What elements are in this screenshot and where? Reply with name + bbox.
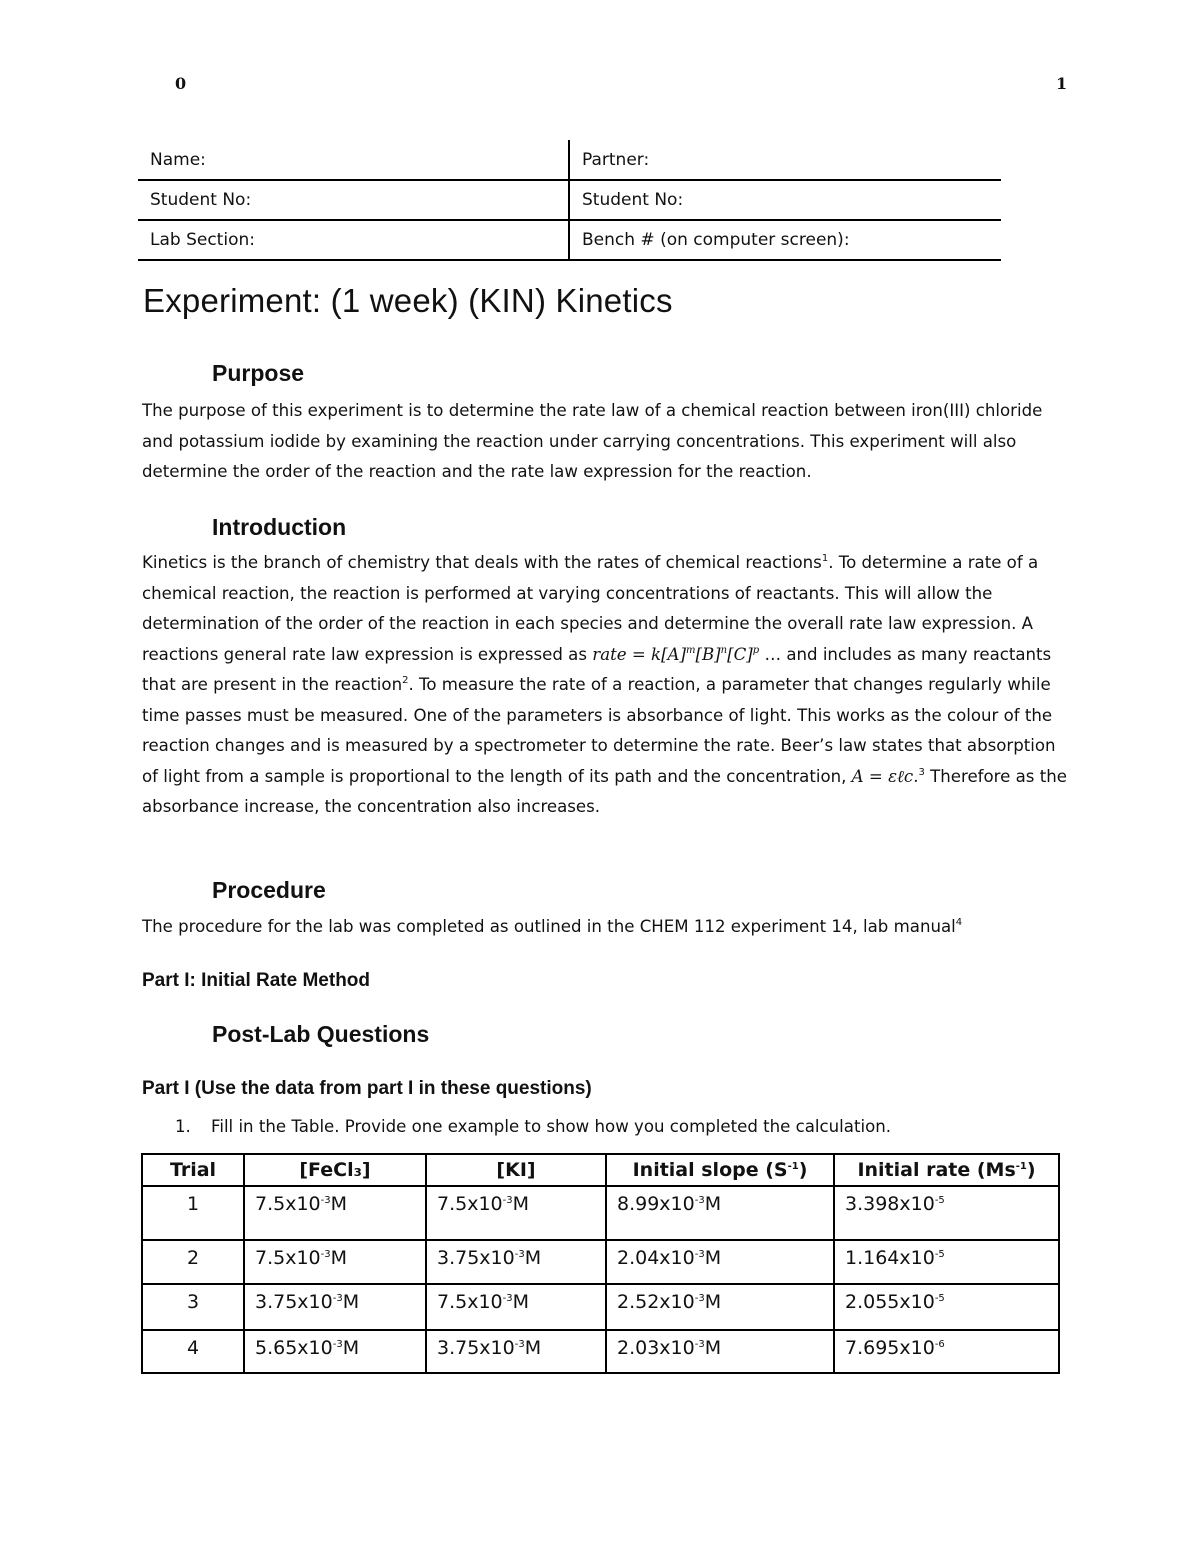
bench-field: Bench # (on computer screen): bbox=[569, 220, 1001, 260]
table-row: 3 $3.75x10^{-3}M$ $7.5x10^{-3}M$ $2.52x10^{-3}M$ $2.055x10^{-5}$ bbox=[142, 1284, 1059, 1330]
introduction-heading: Introduction bbox=[212, 514, 347, 540]
part1-questions-heading: Part I (Use the data from part I in these questions) bbox=[142, 1078, 592, 1099]
table-row: 2 $7.5x10^{-3}M$ $3.75x10^{-3}M$ $2.04x10^{-3}M$ $1.164x10^{-5}$ bbox=[142, 1240, 1059, 1284]
introduction-text: Kinetics is the branch of chemistry that deals with the rates of chemical reactions$^1$. To determine a rate of a chemical reaction, the reaction is performed at varying concentrations of reactants. This will allow the determination of the order of the reaction in each species and determine the overall rate law expression. A reactions general rate law expression is expressed as rate = $k[A]^m[B]^n[C]^p$ … and includes as many reactants that are present in the reaction$^2$. To measure the rate of a reaction, a parameter that changes regularly while time passes must be measured. One of the parameters is absorbance of light. This works as the colour of the reaction changes and is measured by a spectrometer to determine the rate. Beer’s law states that absorption of light from a sample is proportional to the length of its path and the concentration, A = εℓc.$^3$ Therefore as the absorbance increase, the concentration also increases. bbox=[142, 553, 1067, 816]
header-ki: [KI] bbox=[426, 1154, 606, 1186]
beers-law-equation: A = εℓc. bbox=[851, 766, 919, 786]
question-1: 1. Fill in the Table. Provide one example to show how you completed the calculation. bbox=[175, 1117, 892, 1136]
table-row: 1 $7.5x10^{-3}M$ $7.5x10^{-3}M$ $8.99x10^{-3}M$ $3.398x10^{-5}$ bbox=[142, 1186, 1059, 1240]
procedure-text: The procedure for the lab was completed as outlined in the CHEM 112 experiment 14, lab manual$^4$ bbox=[142, 917, 963, 936]
student-no-field-left: Student No: bbox=[138, 180, 569, 220]
page-title: Experiment: (1 week) (KIN) Kinetics bbox=[143, 282, 673, 319]
procedure-heading: Procedure bbox=[212, 877, 326, 903]
header-slope: Initial slope $(S^{-1})$ bbox=[606, 1154, 834, 1186]
name-field: Name: bbox=[138, 140, 569, 180]
postlab-heading: Post-Lab Questions bbox=[212, 1021, 430, 1047]
part1-heading: Part I: Initial Rate Method bbox=[142, 970, 371, 991]
data-table-header bbox=[142, 1154, 1059, 1186]
student-info-table bbox=[138, 140, 1001, 261]
header-rate: Initial rate $(Ms^{-1})$ bbox=[834, 1154, 1059, 1186]
lab-section-field: Lab Section: bbox=[138, 220, 569, 260]
rate-law-equation: rate = $k[A]^m[B]^n[C]^p$ bbox=[592, 644, 760, 664]
page-number-left: 0 bbox=[175, 74, 187, 93]
student-no-field-right: Student No: bbox=[569, 180, 1001, 220]
table-row: 4 $5.65x10^{-3}M$ $3.75x10^{-3}M$ $2.03x10^{-3}M$ $7.695x10^{-6}$ bbox=[142, 1330, 1059, 1373]
partner-field: Partner: bbox=[569, 140, 1001, 180]
header-trial: Trial bbox=[142, 1154, 244, 1186]
data-table bbox=[141, 1153, 1060, 1374]
purpose-text: The purpose of this experiment is to determine the rate law of a chemical reaction between iron(III) chloride and potassium iodide by examining the reaction under carrying concentrations. This experiment will also determine the order of the reaction and the rate law expression for the reaction. bbox=[142, 401, 1043, 481]
page-number-right: 1 bbox=[1056, 74, 1068, 93]
header-fecl3: [FeCl₃] bbox=[244, 1154, 426, 1186]
purpose-heading: Purpose bbox=[212, 360, 305, 386]
